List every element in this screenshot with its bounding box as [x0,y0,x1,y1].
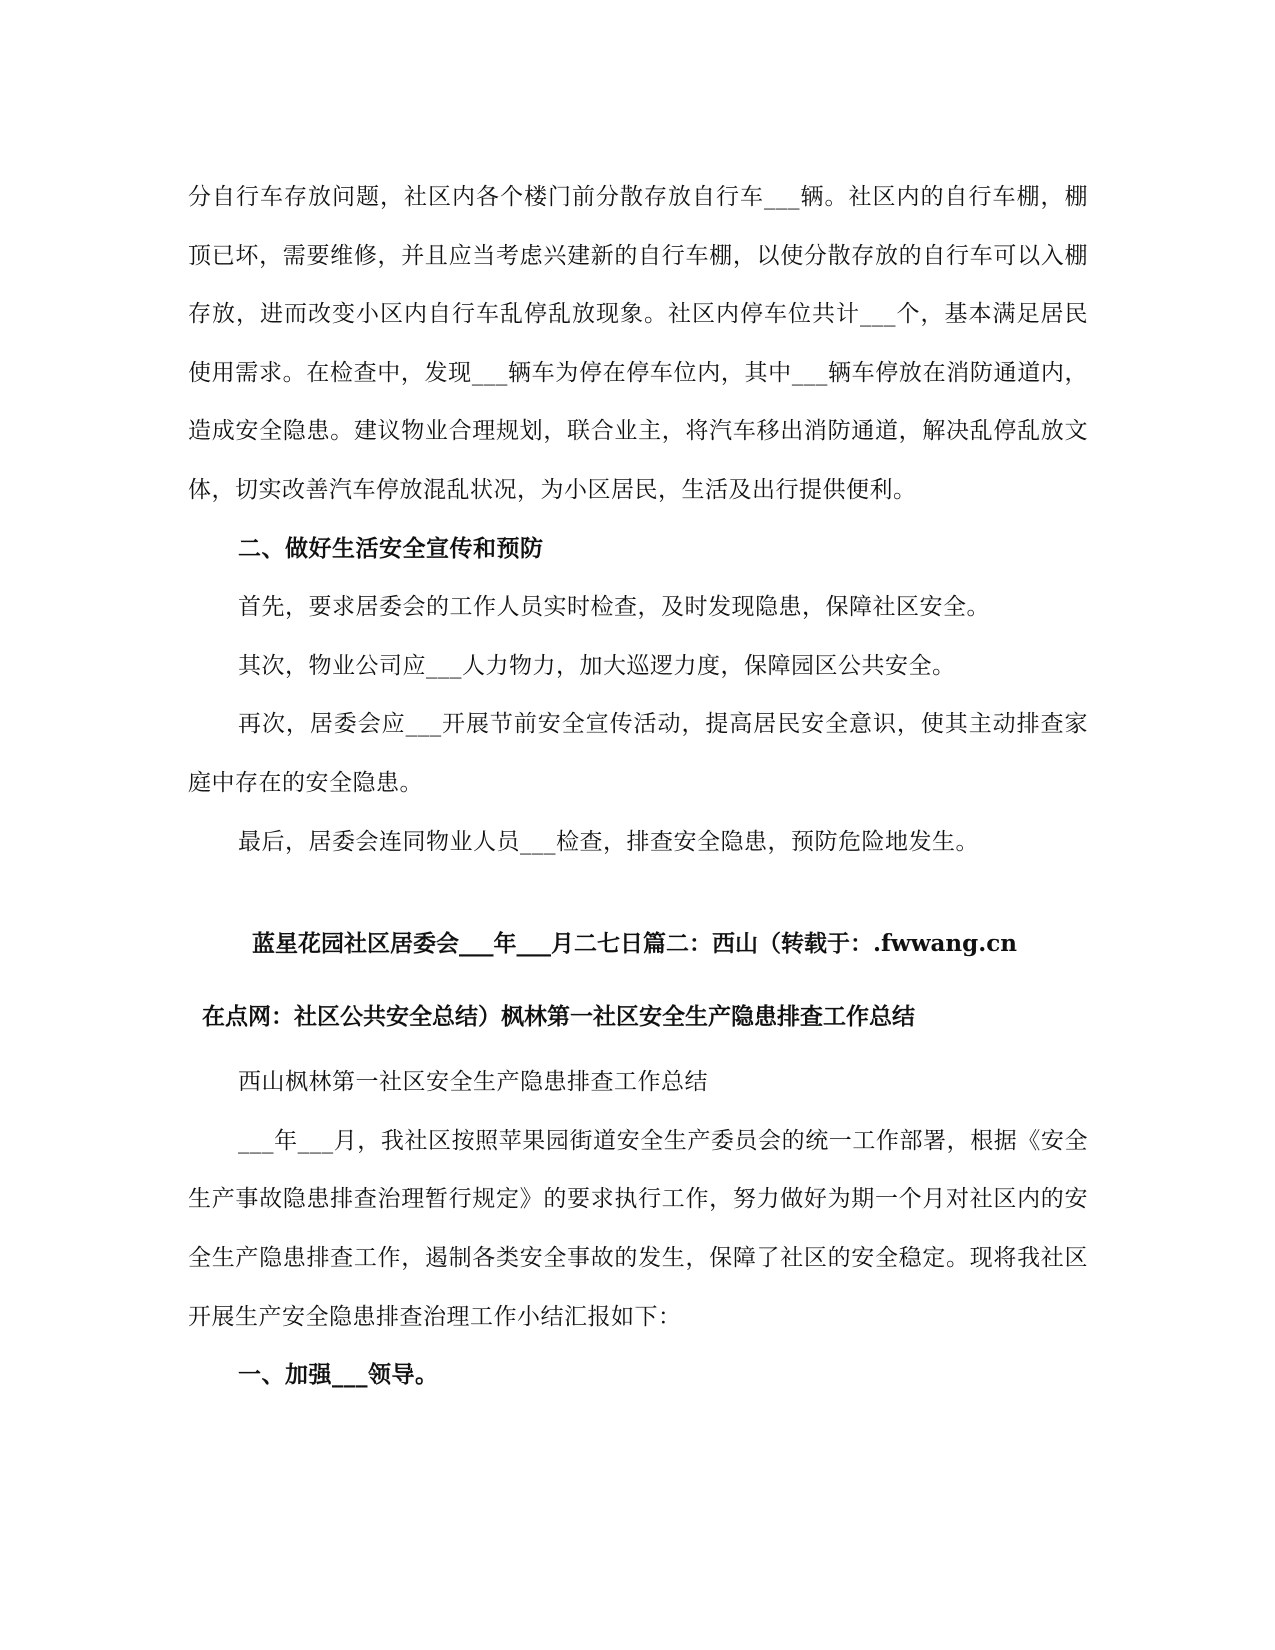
paragraph-third: 再次，居委会应___开展节前安全宣传活动，提高居民安全意识，使其主动排查家庭中存在的安全隐患。 [188,711,1088,796]
paragraph-second: 其次，物业公司应___人力物力，加大巡逻力度，保障园区公共安全。 [238,652,956,679]
article-subtitle: 西山枫林第一社区安全生产隐患排查工作总结 [238,1069,708,1096]
section-heading-leadership: 一、加强___领导。 [238,1361,439,1389]
article-title-line-1: 蓝星花园社区居委会___年___月二七日篇二：西山（转载于：.fwwang.cn [252,930,1017,958]
document-body [188,168,1088,1405]
paragraph-first: 首先，要求居委会的工作人员实时检查，及时发现隐患，保障社区安全。 [238,594,990,621]
section-heading-safety-promotion: 二、做好生活安全宣传和预防 [238,534,544,562]
article-title [188,907,1088,1053]
paragraph-intro: ___年___月，我社区按照苹果园街道安全生产委员会的统一工作部署，根据《安全生产事故隐患排查治理暂行规定》的要求执行工作，努力做好为期一个月对社区内的安全生产隐患排查工作，遏制各类安全事故的发生，保障了社区的安全稳定。现将我社区开展生产安全隐患排查治理工作小结汇报如下： [188,1127,1088,1330]
article-title-line-2: 在点网：社区公共安全总结）枫林第一社区安全生产隐患排查工作总结 [202,1003,915,1031]
paragraph-parking: 分自行车存放问题，社区内各个楼门前分散存放自行车___辆。社区内的自行车棚，棚顶已坏，需要维修，并且应当考虑兴建新的自行车棚，以使分散存放的自行车可以入棚存放，进而改变小区内自行车乱停乱放现象。社区内停车位共计___个，基本满足居民使用需求。在检查中，发现___辆车为停在停车位内，其中___辆车停放在消防通道内，造成安全隐患。建议物业合理规划，联合业主，将汽车移出消防通道，解决乱停乱放文体，切实改善汽车停放混乱状况，为小区居民，生活及出行提供便利。 [188,184,1088,503]
paragraph-last: 最后，居委会连同物业人员___检查，排查安全隐患，预防危险地发生。 [238,828,979,855]
